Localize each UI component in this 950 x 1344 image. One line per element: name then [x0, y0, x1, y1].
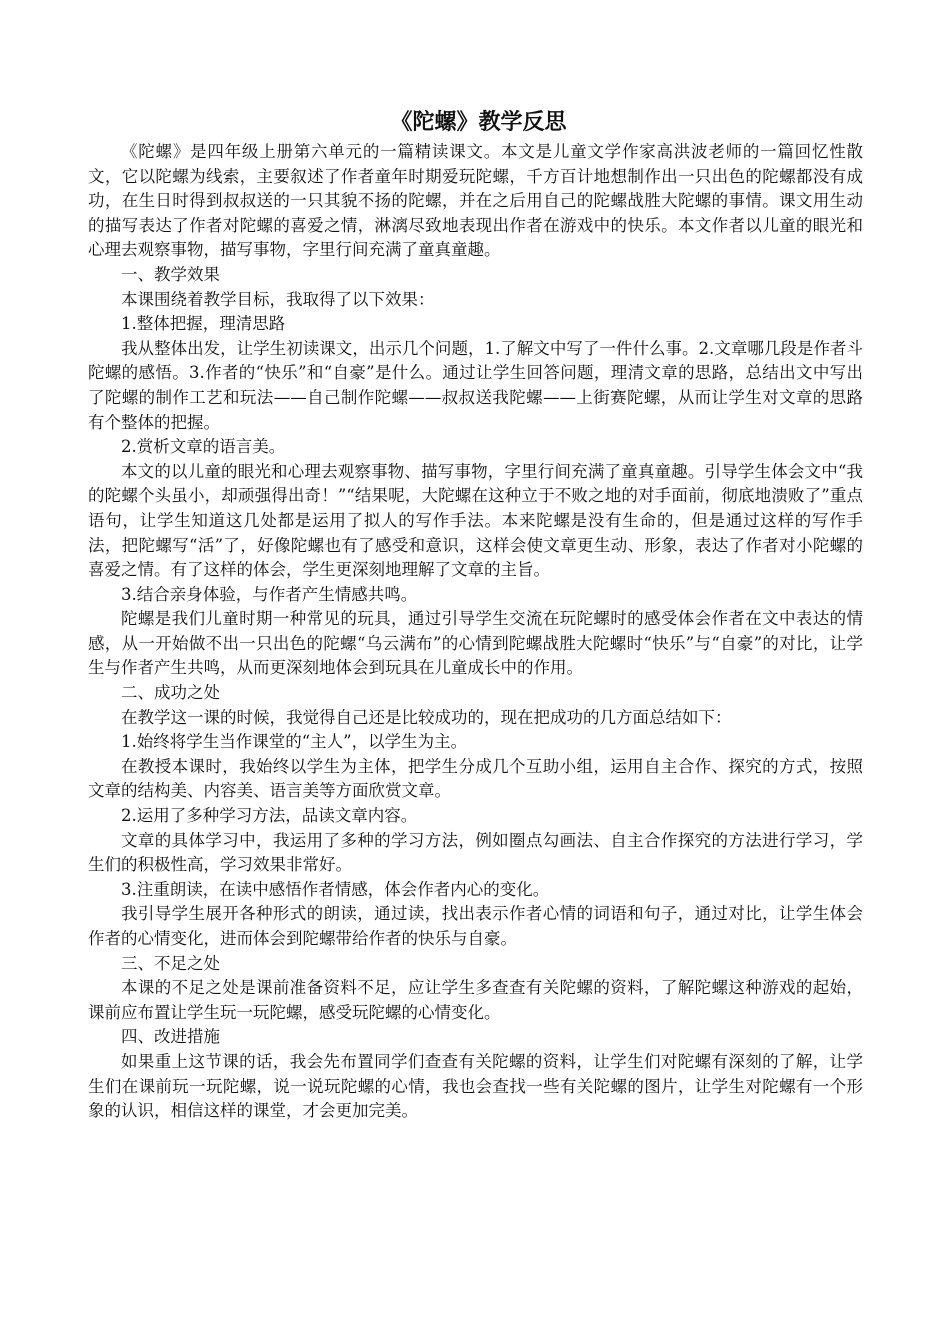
section-heading-improvements: 四、改进措施	[121, 1027, 220, 1047]
paragraph-language-beauty: 本文的以儿童的眼光和心理去观察事物、描写事物，字里行间充满了童真童趣。引导学生体会文中“我的陀螺个头虽小，却顽强得出奇！”“结果呢，大陀螺在这种立于不败之地的对手面前，彻底地溃败了”重点语句，让学生知道这几处都是运用了拟人的写作手法。本来陀螺是没有生命的，但是通过这样的写作手法，把陀螺写“活”了，好像陀螺也有了感受和意识，这样会使文章更生动、形象，表达了作者对小陀螺的喜爱之情。有了这样的体会，学生更深刻地理解了文章的主旨。	[88, 461, 863, 580]
section-heading-shortcomings: 三、不足之处	[121, 953, 220, 973]
subheading-reading-aloud: 3.注重朗读，在读中感悟作者情感，体会作者内心的变化。	[121, 879, 550, 899]
subheading-personal-experience: 3.结合亲身体验，与作者产生情感共鸣。	[121, 584, 418, 604]
paragraph-reading-aloud: 我引导学生展开各种形式的朗读，通过读，找出表示作者心情的词语和句子，通过对比，让学生体会作者的心情变化，进而体会到陀螺带给作者的快乐与自豪。	[88, 904, 863, 948]
paragraph-improvements: 如果重上这节课的话，我会先布置同学们查查有关陀螺的资料，让学生们对陀螺有深刻的了解，让学生们在课前玩一玩陀螺，说一说玩陀螺的心情，我也会查找一些有关陀螺的图片，让学生对陀螺有一个形象的认识，相信这样的课堂，才会更加完美。	[88, 1051, 863, 1121]
section-heading-teaching-effect: 一、教学效果	[121, 264, 220, 284]
paragraph-shortcomings: 本课的不足之处是课前准备资料不足，应让学生多查查有关陀螺的资料，了解陀螺这种游戏的起始，课前应布置让学生玩一玩陀螺，感受玩陀螺的心情变化。	[88, 978, 863, 1022]
intro-paragraph: 《陀螺》是四年级上册第六单元的一篇精读课文。本文是儿童文学作家高洪波老师的一篇回忆性散文，它以陀螺为线索，主要叙述了作者童年时期爱玩陀螺，千方百计地想制作出一只出色的陀螺都没有成功，在生日时得到叔叔送的一只其貌不扬的陀螺，并在之后用自己的陀螺战胜大陀螺的事情。课文用生动的描写表达了作者对陀螺的喜爱之情，淋漓尽致地表现出作者在游戏中的快乐。本文作者以儿童的眼光和心理去观察事物，描写事物，字里行间充满了童真童趣。	[88, 142, 863, 260]
subheading-language-beauty: 2.赏析文章的语言美。	[121, 437, 286, 457]
subheading-student-centered: 1.始终将学生当作课堂的“主人”，以学生为主。	[121, 732, 468, 752]
section-heading-success: 二、成功之处	[121, 683, 220, 703]
section-lead-success: 在教学这一课的时候，我觉得自己还是比较成功的，现在把成功的几方面总结如下：	[121, 707, 732, 727]
paragraph-personal-experience: 陀螺是我们儿童时期一种常见的玩具，通过引导学生交流在玩陀螺时的感受体会作者在文中表达的情感，从一开始做不出一只出色的陀螺“乌云满布”的心情到陀螺战胜大陀螺时“快乐”与“自豪”的对比，让学生与作者产生共鸣，从而更深刻地体会到玩具在儿童成长中的作用。	[88, 609, 863, 678]
paragraph-overall-grasp: 我从整体出发，让学生初读课文，出示几个问题，1.了解文中写了一件什么事。2.文章哪几段是作者斗陀螺的感悟。3.作者的“快乐”和“自豪”是什么。通过让学生回答问题，理清文章的思路，总结出文中写出了陀螺的制作工艺和玩法——自己制作陀螺——叔叔送我陀螺——上街赛陀螺，从而让学生对文章的思路有个整体的把握。	[88, 338, 863, 432]
paragraph-student-centered: 在教授本课时，我始终以学生为主体，把学生分成几个互助小组，运用自主合作、探究的方式，按照文章的结构美、内容美、语言美等方面欣赏文章。	[88, 756, 863, 801]
section-lead-teaching-effect: 本课围绕着教学目标，我取得了以下效果：	[121, 289, 435, 309]
subheading-learning-methods: 2.运用了多种学习方法，品读文章内容。	[121, 806, 418, 826]
subheading-overall-grasp: 1.整体把握，理清思路	[121, 314, 286, 334]
document-page	[88, 108, 863, 1124]
paragraph-learning-methods: 文章的具体学习中，我运用了多种的学习方法，例如圈点勾画法、自主合作探究的方法进行学习，学生们的积极性高，学习效果非常好。	[88, 830, 863, 875]
document-title: 《陀螺》教学反思	[390, 110, 567, 135]
